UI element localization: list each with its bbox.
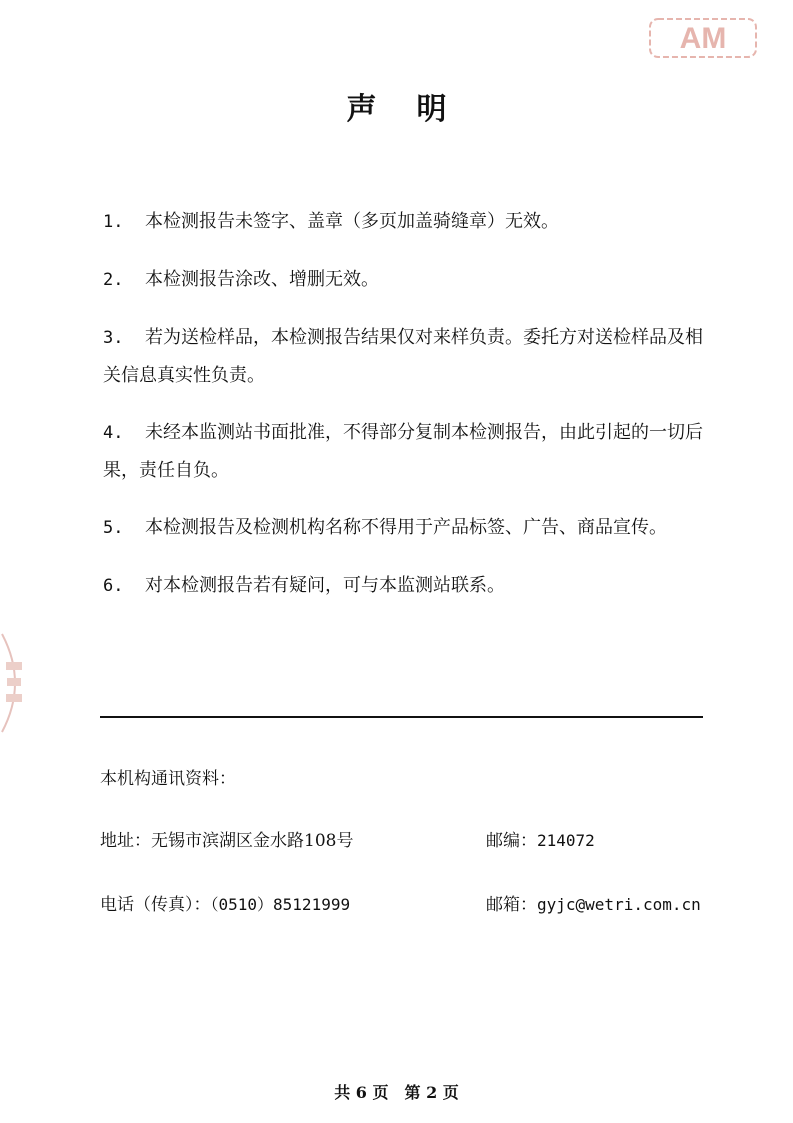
statement-item [103,414,703,489]
statement-text: 未经本监测站书面批准，不得部分复制本检测报告，由此引起的一切后果，责任自负。 [103,422,703,481]
statement-item [103,319,703,394]
seam-seal-fragment [0,628,30,738]
postcode-label: 邮编： [486,831,537,851]
postcode-row [486,826,595,851]
email-value[interactable]: gyjc@wetri.com.cn [537,895,701,914]
statement-number: 2. [103,270,124,290]
statement-list [103,203,703,625]
address-row [100,826,353,851]
statement-number: 3. [103,328,124,348]
statement-number: 1. [103,212,124,232]
statement-text: 本检测报告及检测机构名称不得用于产品标签、广告、商品宣传。 [145,517,667,538]
section-divider [100,716,703,718]
phone-value: （0510）85121999 [210,895,351,914]
phone-row [100,890,350,915]
postcode-value: 214072 [537,831,595,850]
statement-item [103,261,703,299]
statement-number: 5. [103,518,124,538]
address-value: 无锡市滨湖区金水路108号 [151,831,354,851]
svg-text:AM: AM [679,22,727,55]
address-label: 地址： [100,831,151,851]
statement-text: 对本检测报告若有疑问，可与本监测站联系。 [145,575,505,596]
statement-text: 本检测报告涂改、增删无效。 [145,269,379,290]
statement-number: 6. [103,576,124,596]
phone-label: 电话（传真）： [100,895,211,915]
page-footer: 共 6 页 第 2 页 [334,1083,459,1102]
statement-item [103,203,703,241]
statement-item [103,509,703,547]
contact-heading: 本机构通讯资料： [100,769,236,789]
page-title: 声明 [346,92,487,127]
statement-text: 本检测报告未签字、盖章（多页加盖骑缝章）无效。 [145,211,559,232]
email-label: 邮箱： [486,895,537,915]
statement-item [103,567,703,605]
statement-number: 4. [103,423,124,443]
statement-text: 若为送检样品，本检测报告结果仅对来样负责。委托方对送检样品及相关信息真实性负责。 [103,327,703,386]
email-row [486,890,701,915]
stamp-am [648,16,758,60]
